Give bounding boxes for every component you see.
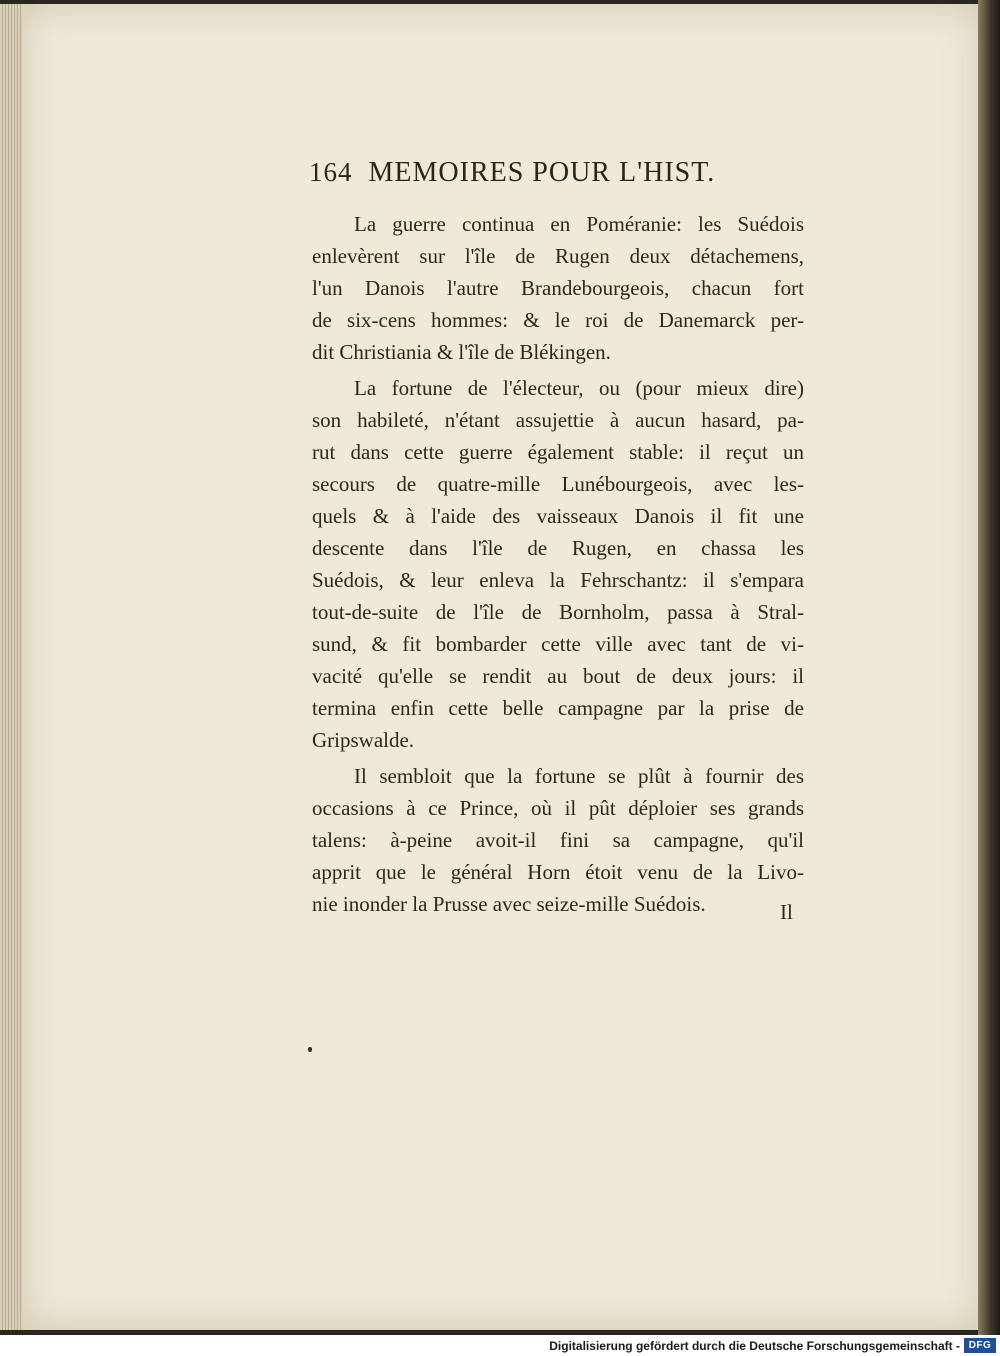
- text-line: l'un Danois l'autre Brandebourgeois, chacun fort: [312, 276, 804, 300]
- text-line: de six-cens hommes: & le roi de Danemarck per-: [312, 308, 804, 332]
- paragraph-3: [312, 760, 804, 920]
- text-line: La guerre continua en Poméranie: les Suédois: [354, 212, 804, 236]
- running-header: [309, 157, 809, 197]
- paragraph-1: [312, 208, 804, 368]
- catchword: Il: [780, 900, 793, 924]
- text-line: sund, & fit bombarder cette ville avec tant de vi-: [312, 632, 804, 656]
- running-title: MEMOIRES POUR L'HIST.: [368, 157, 716, 188]
- text-line: talens: à-peine avoit-il fini sa campagne, qu'il: [312, 828, 804, 852]
- text-line: secours de quatre-mille Lunébourgeois, avec les-: [312, 472, 804, 496]
- text-line: dit Christiania & l'île de Blékingen.: [312, 340, 611, 364]
- text-line: quels & à l'aide des vaisseaux Danois il fit une: [312, 504, 804, 528]
- paragraph-2: [312, 372, 804, 756]
- text-line: nie inonder la Prusse avec seize-mille Suédois.: [312, 892, 706, 916]
- text-line: vacité qu'elle se rendit au bout de deux jours: il: [312, 664, 804, 688]
- text-line: tout-de-suite de l'île de Bornholm, passa à Stral-: [312, 600, 804, 624]
- text-line: Gripswalde.: [312, 728, 415, 752]
- text-line: Suédois, & leur enleva la Fehrschantz: il s'empara: [312, 568, 804, 592]
- text-line: descente dans l'île de Rugen, en chassa les: [312, 536, 804, 560]
- text-line: termina enfin cette belle campagne par la prise de: [312, 696, 804, 720]
- footer-credit: Digitalisierung gefördert durch die Deutsche Forschungsgemeinschaft -: [549, 1339, 960, 1353]
- book-gutter: [978, 0, 1000, 1335]
- text-line: son habileté, n'étant assujettie à aucun hasard, pa-: [312, 408, 804, 432]
- text-line: La fortune de l'électeur, ou (pour mieux dire): [354, 376, 804, 400]
- ink-speck: [308, 1047, 312, 1052]
- text-line: enlevèrent sur l'île de Rugen deux détachemens,: [312, 244, 804, 268]
- digitization-footer: [0, 1335, 1000, 1356]
- body-text: [312, 208, 804, 920]
- page-number: 164: [309, 157, 353, 187]
- text-line: Il sembloit que la fortune se plût à fournir des: [354, 764, 804, 788]
- text-line: apprit que le général Horn étoit venu de la Livo-: [312, 860, 804, 884]
- text-line: rut dans cette guerre également stable: il reçut un: [312, 440, 804, 464]
- dfg-logo-icon: DFG: [964, 1338, 996, 1353]
- text-line: occasions à ce Prince, où il pût déploier ses grands: [312, 796, 804, 820]
